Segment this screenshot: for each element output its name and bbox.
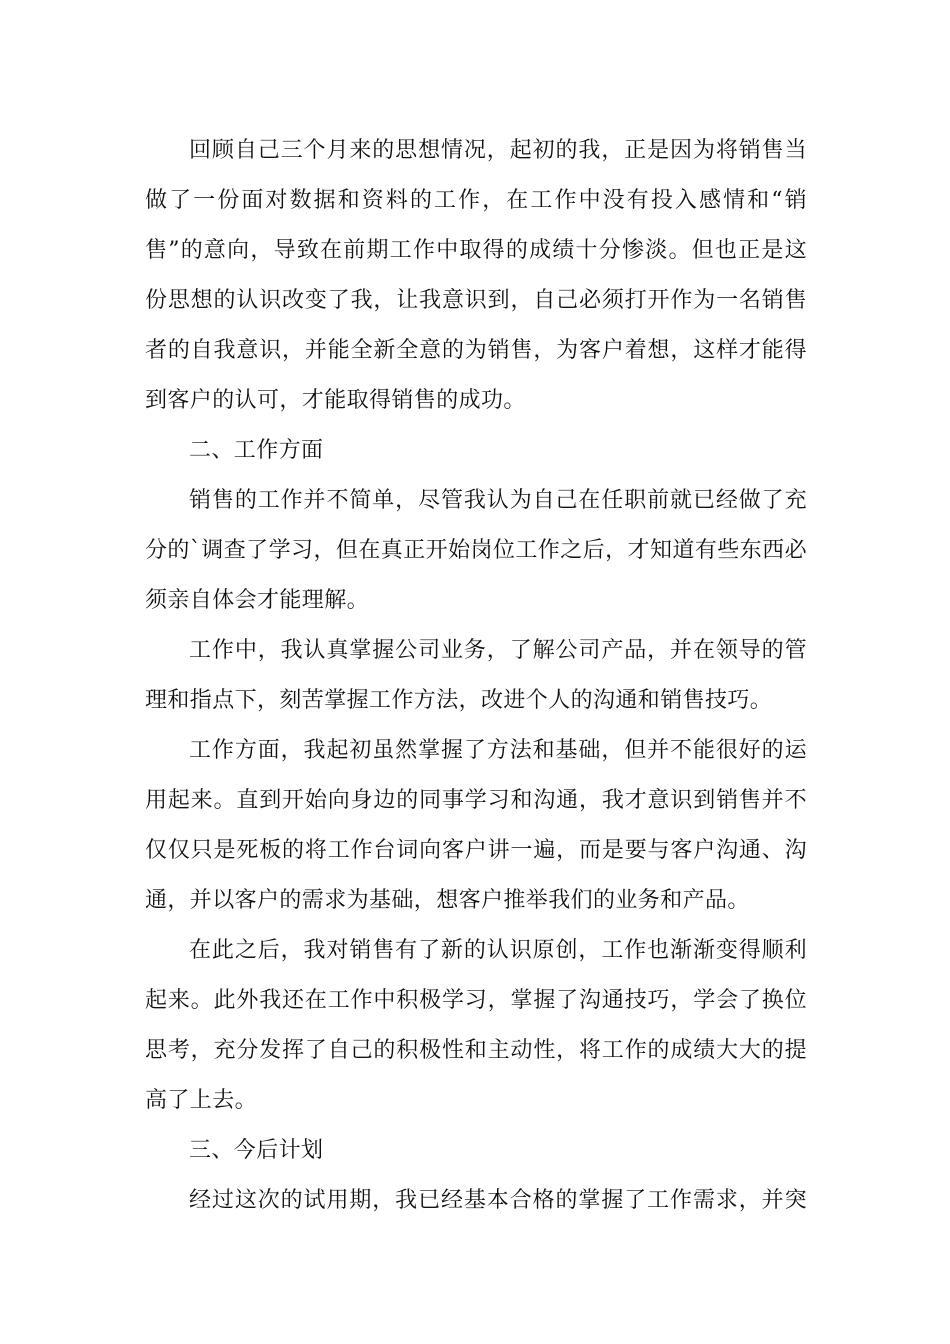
- text-line: 分的`调查了学习，但在真正开始岗位工作之后，才知道有些东西必: [145, 538, 807, 563]
- text-line: 起来。此外我还在工作中积极学习，掌握了沟通技巧，学会了换位: [145, 988, 807, 1013]
- text-line: 二、工作方面: [189, 438, 324, 463]
- document-body: [145, 126, 807, 1226]
- body-paragraph: [145, 126, 807, 426]
- text-line: 经过这次的试用期，我已经基本合格的掌握了工作需求，并突: [189, 1188, 807, 1213]
- text-line: 销售的工作并不简单，尽管我认为自己在任职前就已经做了充: [189, 488, 807, 513]
- text-line: 仅仅只是死板的将工作台词向客户讲一遍，而是要与客户沟通、沟: [145, 838, 807, 863]
- body-paragraph: [145, 1176, 807, 1226]
- text-line: 在此之后，我对销售有了新的认识原创，工作也渐渐变得顺利: [189, 938, 807, 963]
- text-line: 售”的意向，导致在前期工作中取得的成绩十分惨淡。但也正是这: [145, 238, 807, 263]
- text-line: 须亲自体会才能理解。: [145, 588, 370, 613]
- text-line: 高了上去。: [145, 1088, 258, 1113]
- text-line: 到客户的认可，才能取得销售的成功。: [145, 388, 526, 413]
- text-line: 做了一份面对数据和资料的工作，在工作中没有投入感情和“销: [145, 188, 807, 213]
- body-paragraph: [145, 626, 807, 726]
- section-heading: [145, 426, 807, 476]
- text-line: 三、今后计划: [189, 1138, 324, 1163]
- text-line: 通，并以客户的需求为基础，想客户推举我们的业务和产品。: [145, 888, 750, 913]
- text-line: 回顾自己三个月来的思想情况，起初的我，正是因为将销售当: [189, 138, 807, 163]
- text-line: 用起来。直到开始向身边的同事学习和沟通，我才意识到销售并不: [145, 788, 807, 813]
- text-line: 份思想的认识改变了我，让我意识到，自己必须打开作为一名销售: [145, 288, 807, 313]
- body-paragraph: [145, 726, 807, 926]
- body-paragraph: [145, 926, 807, 1126]
- section-heading: [145, 1126, 807, 1176]
- text-line: 工作方面，我起初虽然掌握了方法和基础，但并不能很好的运: [189, 738, 807, 763]
- text-line: 者的自我意识，并能全新全意的为销售，为客户着想，这样才能得: [145, 338, 807, 363]
- text-line: 工作中，我认真掌握公司业务，了解公司产品，并在领导的管: [189, 638, 807, 663]
- text-line: 理和指点下，刻苦掌握工作方法，改进个人的沟通和销售技巧。: [145, 688, 773, 713]
- body-paragraph: [145, 476, 807, 626]
- text-line: 思考，充分发挥了自己的积极性和主动性，将工作的成绩大大的提: [145, 1038, 807, 1063]
